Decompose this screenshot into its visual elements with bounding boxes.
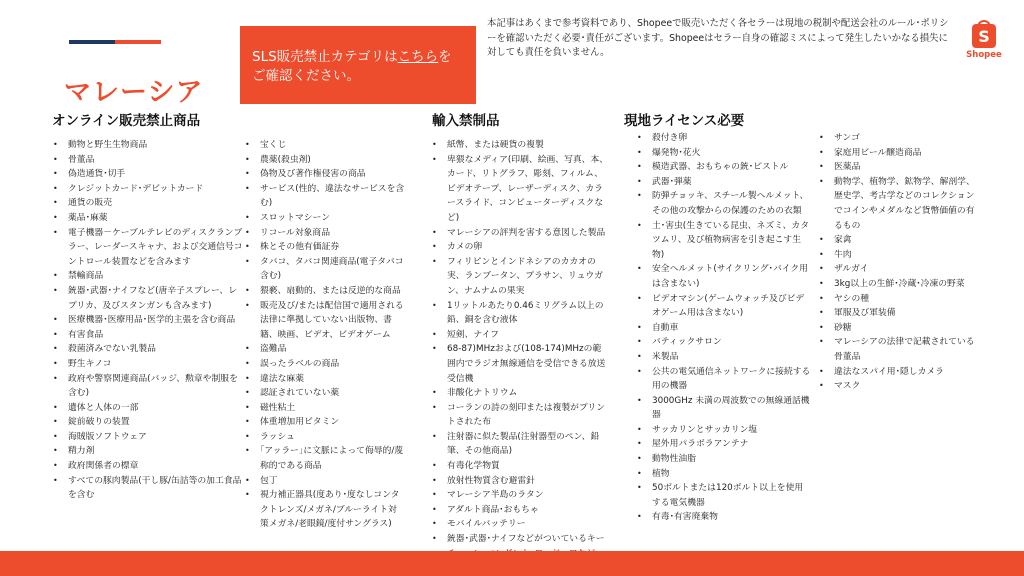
list-item: • 誤ったラベルの商品 <box>245 357 405 372</box>
list-item: • 認証されていない薬 <box>245 386 405 401</box>
list-item: • 50ボルトまたは120ボルト以上を使用する電気機器 <box>637 481 811 510</box>
list-item: • 猥褻、扇動的、または反逆的な商品 <box>245 284 405 299</box>
list-item: • 短剣、ナイフ <box>432 328 610 343</box>
list-item: • アダルト商品･おもちゃ <box>432 503 610 518</box>
list-item: • 安全ヘルメット(サイクリング･バイク用は含まない) <box>637 262 811 291</box>
list-item: • 銃器･武器･ナイフなど(唐辛子スプレー、レプリカ、及びスタンガンも含みます) <box>53 284 243 313</box>
list-item: • 1リットルあたり0.46ミリグラム以上の鉛、銅を含む液体 <box>432 299 610 328</box>
list-item: • 体重増加用ビタミン <box>245 415 405 430</box>
accent-bar-orange <box>115 40 161 44</box>
list-item: • 土･害虫(生きている昆虫、ネズミ、カタツムリ、及び植物病害を引き起こす生物) <box>637 219 811 263</box>
list-item: • タバコ、タバコ関連商品(電子タバコ含む) <box>245 255 405 284</box>
list-item: • マレーシアの評判を害する意図した製品 <box>432 226 610 241</box>
list-item: • 68-87)MHzおよび(108-174)MHzの範囲内でラジオ無線通信を受信できる放送受信機 <box>432 342 610 386</box>
list-item: • 野生キノコ <box>53 357 243 372</box>
list-item: • 防弾チョッキ、スチール製ヘルメット、その他の攻撃からの保護のための衣類 <box>637 189 811 218</box>
list-item: • 公共の電気通信ネットワークに接続する用の機器 <box>637 365 811 394</box>
list-item: • 殺付き卵 <box>637 131 811 146</box>
list-item: • サッカリンとサッカリン塩 <box>637 423 811 438</box>
shopping-bag-icon: S <box>972 24 996 48</box>
list-item: • リコール対象商品 <box>245 226 405 241</box>
list-item: • ヤシの種 <box>819 292 979 307</box>
list-item: • ザルガイ <box>819 262 979 277</box>
list-item: • バティックサロン <box>637 335 811 350</box>
list-item: • 医薬品 <box>819 160 979 175</box>
sls-notice-box <box>240 26 476 104</box>
list-item: • 自動車 <box>637 321 811 336</box>
list-item: • マスク <box>819 379 979 394</box>
list-item: • マレーシアの法律で記載されている骨董品 <box>819 335 979 364</box>
list-item: • 違法なスパイ用･隠しカメラ <box>819 365 979 380</box>
list-item: • ｢アッラー｣に文脈によって侮辱的/蔑称的である商品 <box>245 444 405 473</box>
top-accent-bar <box>69 40 161 44</box>
list-item: • 非酸化ナトリウム <box>432 386 610 401</box>
list-item: • サービス(性的、違法なサービスを含む) <box>245 182 405 211</box>
list-item: • 放射性物質含む避雷針 <box>432 474 610 489</box>
list-item: • 海賊版ソフトウェア <box>53 430 243 445</box>
list-item: • 3kg以上の生鮮･冷蔵･冷凍の野菜 <box>819 277 979 292</box>
list-item: • モバイルバッテリー <box>432 517 610 532</box>
list-item: • 米製品 <box>637 350 811 365</box>
shopee-logo <box>966 20 1002 64</box>
list-item: • 禁輸商品 <box>53 269 243 284</box>
list-item: • コーランの詩の刻印または複製がプリントされた布 <box>432 401 610 430</box>
local-license-list-1 <box>637 131 811 525</box>
list-item: • 宝くじ <box>245 138 405 153</box>
heading-local-license: 現地ライセンス必要 <box>624 113 745 129</box>
disclaimer-text: 本記事はあくまで参考資料であり、Shopeeで販売いただく各セラーは現地の税制や配送会社のルール･ポリシーを確認いただく必要･責任がございます。Shopeeはセラー自身の確認ミスによって発生したいかなる損失に対しても責任を負いません。 <box>487 18 949 59</box>
list-item: • 偽造通貨･切手 <box>53 167 243 182</box>
local-license-list-2 <box>819 131 979 394</box>
list-item: • 注射器に似た製品(注射器型のペン、鉛筆、その他商品) <box>432 430 610 459</box>
list-item: • フィリピンとインドネシアのカカオの実、ランブータン、プラサン、リュウガン、ナムナムの果実 <box>432 255 610 299</box>
list-item: • 軍服及び軍装備 <box>819 306 979 321</box>
list-item: • 銃器･武器･ナイフなどがついているキー <box>432 532 610 561</box>
list-item: • 牛肉 <box>819 248 979 263</box>
list-item: • 有害食品 <box>53 328 243 343</box>
list-item: • 家庭用ビール醸造商品 <box>819 146 979 161</box>
list-item: • 模造武器、おもちゃの銃･ピストル <box>637 160 811 175</box>
country-title: マレーシア <box>64 77 204 108</box>
list-item: • 3000GHz 未満の周波数での無線通話機器 <box>637 394 811 423</box>
list-item: • 屋外用パラボラアンテナ <box>637 437 811 452</box>
list-item: • 爆発物･花火 <box>637 146 811 161</box>
list-item: • スロットマシーン <box>245 211 405 226</box>
list-item: • 視力補正器具(度あり･度なしコンタクトレンズ/メガネ/ブルーライト対策メガネ/老眼鏡/度付サングラス) <box>245 488 405 532</box>
sls-notice-suffix: をご確認ください。 <box>252 49 452 84</box>
list-item: • 医療機器･医療用品･医学的主張を含む商品 <box>53 313 243 328</box>
list-item: • 電子機器－ケーブルテレビのディスクランブラー、レーダースキャナ、および交通信号コントロール装置などを含みます <box>53 226 243 270</box>
list-item: • 動物性油脂 <box>637 452 811 467</box>
list-item: • 有毒･有害廃棄物 <box>637 510 811 525</box>
list-item: • ラッシュ <box>245 430 405 445</box>
sls-notice-link[interactable]: こちら <box>397 49 439 65</box>
import-prohibited-list <box>432 138 610 561</box>
list-item: • 包丁 <box>245 474 405 489</box>
list-item: • 動物学、植物学、鉱物学、解剖学、歴史学、考古学などのコレクションでコインやメダルなど貨幣価値の有るもの <box>819 175 979 233</box>
footer-bar <box>0 551 1024 576</box>
list-item: • 株とその他有価証券 <box>245 240 405 255</box>
list-item: • 有毒化学物質 <box>432 459 610 474</box>
list-item: • 磁性粘土 <box>245 401 405 416</box>
list-item: • 盗難品 <box>245 342 405 357</box>
list-item: • 違法な麻薬 <box>245 372 405 387</box>
heading-online-prohibited: オンライン販売禁止商品 <box>52 113 201 129</box>
list-item: • 殺菌済みでない乳製品 <box>53 342 243 357</box>
list-item: • 卑猥なメディア(印刷、絵画、写真、本、カード、リトグラフ、彫刻、フィルム、ビデオテープ、レーザーディスク、カラースライド、コンピューターディスクなど) <box>432 153 610 226</box>
heading-import-prohibited: 輸入禁制品 <box>432 113 500 129</box>
list-item: • 薬品･麻薬 <box>53 211 243 226</box>
list-item: • 動物と野生生物商品 <box>53 138 243 153</box>
list-item: • 錠前破りの装置 <box>53 415 243 430</box>
list-item: • ビデオマシン(ゲームウォッチ及びビデオゲーム用は含まない) <box>637 292 811 321</box>
list-item: • 紙幣、または硬貨の複製 <box>432 138 610 153</box>
online-prohibited-list-2 <box>245 138 405 532</box>
list-item: • 政府や警察関連商品(バッジ、勲章や制服を含む) <box>53 372 243 401</box>
list-item: • 偽物及び著作権侵害の商品 <box>245 167 405 182</box>
list-item: • 骨董品 <box>53 153 243 168</box>
list-item: • 砂糖 <box>819 321 979 336</box>
list-item: • 通貨の販売 <box>53 196 243 211</box>
list-item: • 遺体と人体の一部 <box>53 401 243 416</box>
list-item: • カメの卵 <box>432 240 610 255</box>
online-prohibited-list-1 <box>53 138 243 503</box>
accent-bar-navy <box>69 40 115 44</box>
list-item: • クレジットカード･デビットカード <box>53 182 243 197</box>
list-item: • 家禽 <box>819 233 979 248</box>
list-item: • 武器･弾薬 <box>637 175 811 190</box>
list-item: • 植物 <box>637 467 811 482</box>
list-item: • 農薬(殺虫剤) <box>245 153 405 168</box>
list-item: • 政府関係者の標章 <box>53 459 243 474</box>
sls-notice-prefix: SLS販売禁止カテゴリは <box>252 49 398 65</box>
list-item: • 販売及び/または配信国で適用される法律に準拠していない出版物、書籍、映画、ビデオ、ビデオゲーム <box>245 299 405 343</box>
list-item: • マレーシア半島のラタン <box>432 488 610 503</box>
list-item: • 精力剤 <box>53 444 243 459</box>
logo-wordmark: Shopee <box>966 50 1002 60</box>
list-item: • すべての豚肉製品(干し豚/缶詰等の加工食品を含む <box>53 474 243 503</box>
list-item: • サンゴ <box>819 131 979 146</box>
